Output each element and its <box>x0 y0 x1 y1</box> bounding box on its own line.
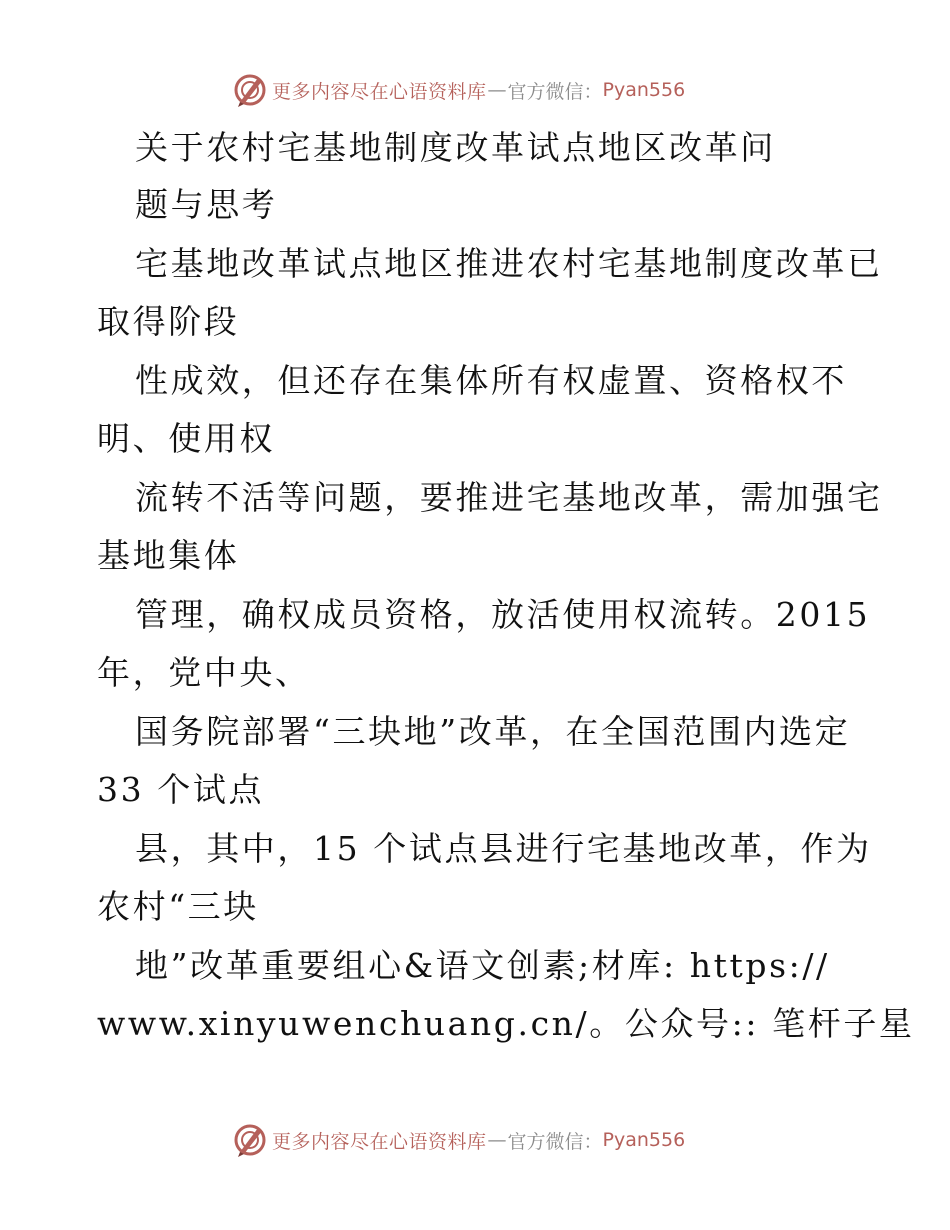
paragraph-line: 流转不活等问题，要推进宅基地改革，需加强宅 <box>135 478 883 517</box>
paragraph-line: 管理，确权成员资格，放活使用权流转。2015 <box>135 595 871 634</box>
footer-banner <box>232 1122 685 1158</box>
paragraph-line: 国务院部署“三块地”改革，在全国范围内选定 <box>135 712 851 751</box>
banner-site-text: 更多内容尽在心语资料库 <box>272 1130 487 1153</box>
paragraph-line: www.xinyuwenchuang.cn/。公众号:: 笔杆子星 <box>97 1004 915 1043</box>
paragraph-line: 基地集体 <box>97 536 240 575</box>
paragraph-line: 取得阶段 <box>97 302 240 341</box>
banner-contact-label: 官方微信： <box>507 80 603 103</box>
pen-logo-icon <box>232 1122 268 1158</box>
banner-site-text: 更多内容尽在心语资料库 <box>272 80 487 103</box>
title-line-2: 题与思考 <box>135 185 278 224</box>
paragraph-line: 宅基地改革试点地区推进农村宅基地制度改革已 <box>135 244 883 283</box>
paragraph-line: 33 个试点 <box>97 770 265 809</box>
banner-separator: — <box>487 79 507 101</box>
paragraph-line: 县，其中，15 个试点县进行宅基地改革，作为 <box>135 829 872 868</box>
title-line-1: 关于农村宅基地制度改革试点地区改革问 <box>135 128 776 167</box>
paragraph-line: 地”改革重要组心&语文创素;材库: https:// <box>135 946 830 985</box>
pen-logo-icon <box>232 72 268 108</box>
banner-contact-label: 官方微信： <box>507 1130 603 1153</box>
paragraph-line: 农村“三块 <box>97 887 259 926</box>
paragraph-line: 年，党中央、 <box>97 653 311 692</box>
banner-contact-id: Pyan556 <box>602 79 686 101</box>
header-banner <box>232 72 685 108</box>
banner-separator: — <box>487 1129 507 1151</box>
paragraph-line: 性成效，但还存在集体所有权虚置、资格权不 <box>135 361 847 400</box>
paragraph-line: 明、使用权 <box>97 419 275 458</box>
banner-contact-id: Pyan556 <box>602 1129 686 1151</box>
